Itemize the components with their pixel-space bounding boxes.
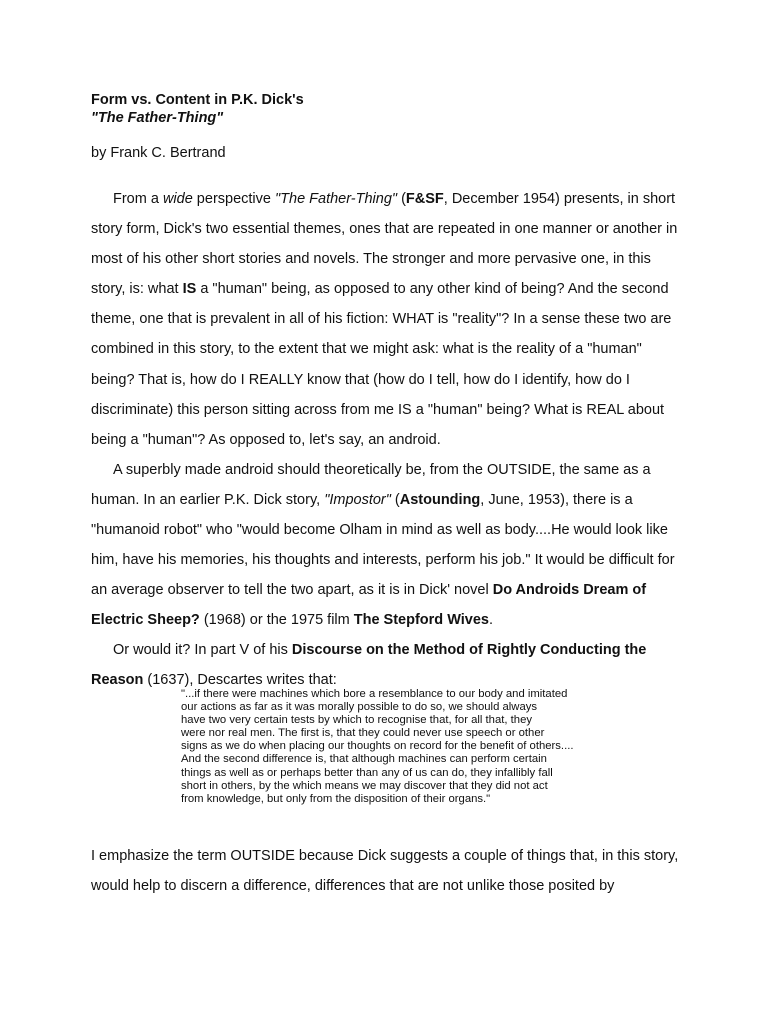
story-title-text: "The Father-Thing" xyxy=(275,191,398,207)
paragraph-text: (1968) or the 1975 film xyxy=(199,612,354,629)
film-title-text: The Stepford Wives xyxy=(353,612,489,629)
magazine-name-text: Astounding xyxy=(399,492,481,509)
quote-line: signs as we do when placing our thoughts on record for the benefit of others.... xyxy=(181,740,574,753)
quote-line: things as well as or perhaps better than any of us can do, they infallibly fall xyxy=(181,766,553,779)
paragraph-text: , June, 1953), there is a "humanoid robot" who "would become Olham in mind as well as body....He would look like him, have his memories, his thoughts and interests, perform his job." It would be difficult for an average observer to tell the two apart, as it is in Dick' novel xyxy=(91,492,675,599)
paragraph-android xyxy=(91,455,681,636)
paragraph-text: Or would it? In part V of his xyxy=(113,642,292,658)
paragraph-text: A superbly made android should theoretically be, from the OUTSIDE, the same as a human. In an earlier P.K. Dick story, xyxy=(91,462,651,509)
document-author: by Frank C. Bertrand xyxy=(91,145,226,161)
paragraph-outside xyxy=(91,841,681,901)
quote-line: from knowledge, but only from the disposition of their organs." xyxy=(181,792,491,805)
paragraph-text: ( xyxy=(390,492,400,509)
paragraph-text: From a xyxy=(113,191,163,207)
paragraph-intro xyxy=(91,184,681,455)
quote-line: our actions as far as it was morally possible to do so, we should always xyxy=(181,701,538,714)
document-subtitle: "The Father-Thing" xyxy=(91,110,224,126)
paragraph-text: , December 1954) presents, in short story form, Dick's two essential themes, ones that are repeated in one manner or another in most of his other short stories and novels. The stronger and more pervasive one, in this story, is: what xyxy=(91,191,678,298)
paragraph-descartes xyxy=(91,635,681,695)
paragraph-text: perspective xyxy=(192,191,275,207)
paragraph-text: ( xyxy=(397,191,406,207)
paragraph-text: (1637), Descartes writes that: xyxy=(143,672,337,689)
quote-line: And the second difference is, that although machines can perform certain xyxy=(181,753,547,766)
quote-line: were nor real men. The first is, that they could never use speech or other xyxy=(181,727,545,740)
emphasis-text: wide xyxy=(162,191,193,207)
novel-title-text: Do Androids Dream of Electric Sheep? xyxy=(91,582,647,629)
quote-line: "...if there were machines which bore a resemblance to our body and imitated xyxy=(181,688,568,700)
story-title-text: "Impostor" xyxy=(324,492,391,509)
quote-line: have two very certain tests by which to recognise that, for all that, they xyxy=(181,714,533,727)
document-title: Form vs. Content in P.K. Dick's xyxy=(91,92,304,108)
paragraph-text: . xyxy=(488,612,494,629)
paragraph-text: a "human" being, as opposed to any other kind of being? And the second theme, one that is prevalent in all of his fiction: WHAT is "reality"? In a sense these two are combined in this story, to the extent that we might ask: what is the reality of a "human" being? That is, how do I REALLY know that (how do I tell, how do I identify, how do I discriminate) this person sitting across from me IS a "human" being? What is REAL about being a "human"? As opposed to, let's say, an android. xyxy=(91,281,672,448)
magazine-name-text: F&SF xyxy=(405,191,444,207)
book-title-text: Discourse on the Method of Rightly Conducting the Reason xyxy=(91,642,647,689)
paragraph-text: I emphasize the term OUTSIDE because Dick suggests a couple of things that, in this story, would help to discern a difference, differences that are not unlike those posited by xyxy=(91,848,679,895)
quote-line: short in others, by the which means we may discover that they did not act xyxy=(181,779,548,792)
emphasis-text: IS xyxy=(182,281,197,298)
block-quote xyxy=(181,688,636,806)
